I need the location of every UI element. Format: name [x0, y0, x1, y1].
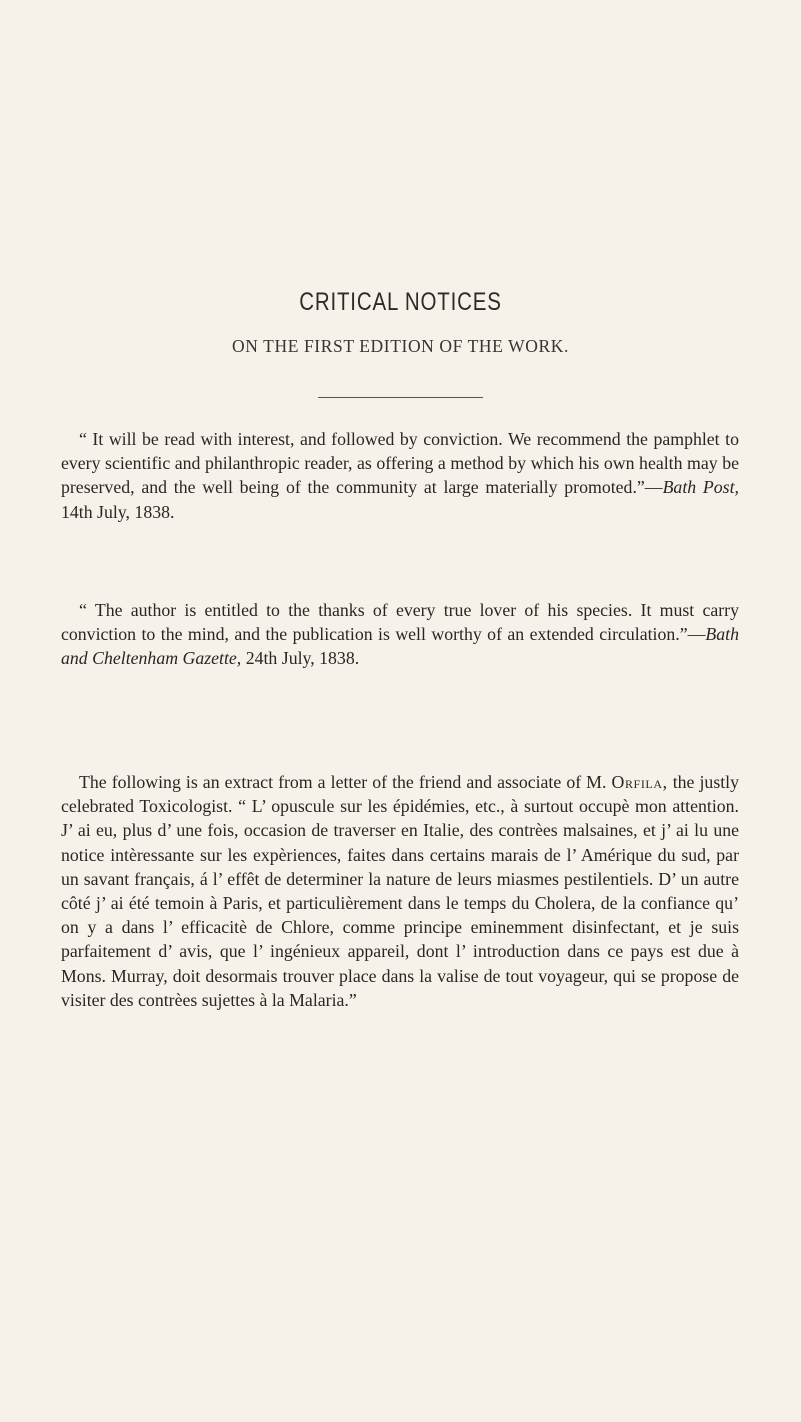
notice-quote: “ The author is entitled to the thanks of every true lover of his species. It must carry conviction to the mind, and the publication is well worthy of an extended circulation.”— — [61, 600, 739, 645]
letter-name: Orfila, — [611, 772, 668, 792]
page-title: CRITICAL NOTICES — [299, 288, 502, 316]
notice-source: Bath Post, — [662, 477, 739, 498]
letter-body: the justly celebrated Toxicologist. “ L’ opuscule sur les épidémies, etc., à surtout occupè mon attention. J’ ai eu, plus d’ une fois, occasion de traverser en Italie, des contrèes malsaines, et j’ ai lu une notice intèressante sur les expèriences, faites dans certains marais de l’ Amérique du sud, par un savant français, á l’ effêt de determiner la nature de leurs miasmes pestilentiels. D’ un autre côté j’ ai été temoin à Paris, et particulièrement dans le temps du Cholera, de la confiance qu’ on y a dans l’ efficacitè de Chlore, comme principe eminemment disinfectant, et je suis parfaitement d’ avis, que l’ ingénieux appareil, dont l’ introduction dans ce pays est due à Mons. Murray, doit desormais trouver place dans la valise de tout voyageur, qui se propose de visiter des contrèes sujettes à la Malaria.” — [61, 772, 740, 1010]
notice-date: 14th July, 1838. — [61, 501, 175, 522]
page-subtitle: ON THE FIRST EDITION OF THE WORK. — [232, 336, 569, 356]
notice-quote: “ It will be read with interest, and followed by conviction. We recommend the pamphlet to every scientific and philanthropic reader, as offering a method by which his own health may be preserved, and the well being of the community at large materially promoted.”— — [61, 429, 739, 498]
notice-cheltenham-gazette — [61, 598, 739, 671]
divider-rule — [318, 397, 483, 398]
notice-orfila-letter — [61, 770, 739, 1012]
notice-source: Bath and Cheltenham Gazette, — [61, 624, 739, 669]
notice-date: 24th July, 1838. — [241, 648, 360, 669]
notice-bath-post — [61, 427, 739, 524]
letter-intro: The following is an extract from a letter of the friend and associate of M. — [79, 772, 612, 792]
